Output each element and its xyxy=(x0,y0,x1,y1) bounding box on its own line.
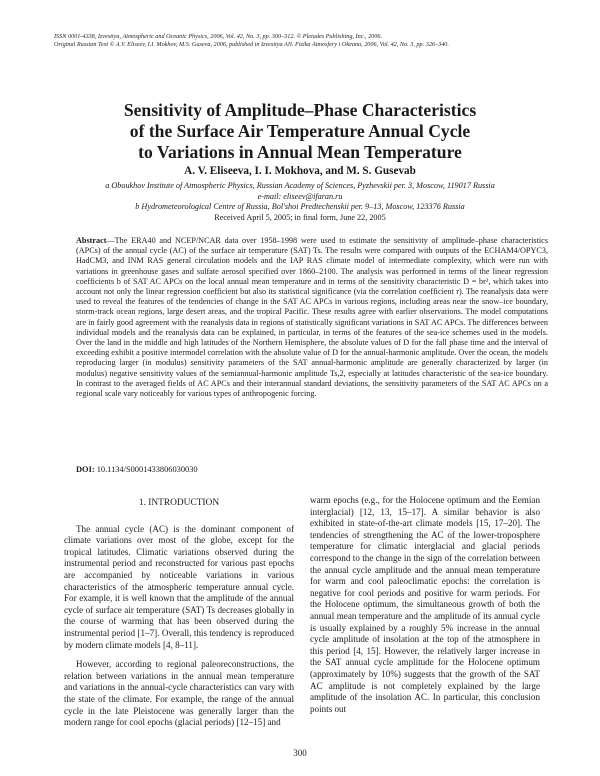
abstract-text: —The ERA40 and NCEP/NCAR data over 1958–1998 were used to estimate the sensitivity of amplitude–phase characteristics (APCs) of the annual cycle (AC) of the surface air temperature (SAT) Ts. The results were compared with outputs of the ECHAM4/OPYC3, HadCM3, and INM RAS general circulation models and the IAP RAS climate model of intermediate complexity, which were run with variations in greenhouse gases and sulfate aerosol specified over 1860–2100. The analysis was performed in terms of the linear regression coefficients b of SAT AC APCs on the local annual mean temperature and in terms of the sensitivity characteristic D = br², which takes into account not only the linear regression coefficient but also its statistical significance (via the correlation coefficient r). The reanalysis data were used to reveal the features of the tendencies of change in the SAT AC APCs in various regions, including areas near the snow–ice boundary, storm-track ocean regions, large desert areas, and the tropical Pacific. These results agree with earlier observations. The model computations are in fairly good agreement with the reanalysis data in regions of statistically significant variations in SAT AC APCs. The differences between individual models and the reanalysis data can be explained, in particular, in terms of the features of the sea-ice schemes used in the models. Over the land in the middle and high latitudes of the Northern Hemisphere, the absolute values of D for the fall phase time and the interval of exceeding exhibit a positive intermodel correlation with the absolute value of D for the annual-harmonic amplitude. Over the ocean, the models reproducing larger (in modulus) sensitivity parameters of the SAT annual-harmonic amplitude are generally characterized by larger (in modulus) negative sensitivity values of the semiannual-harmonic amplitude Ts,2, especially at latitudes characteristic of the sea-ice boundary. In contrast to the averaged fields of AC APCs and their interannual standard deviations, the sensitivity parameters of the SAT AC APCs on a regional scale vary noticeably for various types of anthropogenic forcing. xyxy=(76,236,548,399)
doi-line xyxy=(76,465,548,476)
title-line-1: Sensitivity of Amplitude–Phase Characteristics xyxy=(123,100,477,120)
author-email: e-mail: eliseev@ifaran.ru xyxy=(257,191,343,201)
affiliations xyxy=(40,181,560,223)
page-number: 300 xyxy=(293,748,307,758)
intro-paragraph-1: The annual cycle (AC) is the dominant component of climate variations over most of the globe, except for the tropical latitudes. Climatic variations observed during the instrumental period and reconstructed for various past epochs are accompanied by noticeable variations in various characteristics of the atmospheric temperature annual cycle. For example, it is well known that the amplitude of the annual cycle of surface air temperature (SAT) Ts decreases globally in the course of warming that has been observed during the instrumental period [1–7]. Overall, this tendency is reproduced by modern climate models [4, 8–11]. xyxy=(64,523,294,650)
left-column xyxy=(64,495,294,737)
affiliation-a: a Oboukhov Institute of Atmospheric Physics, Russian Academy of Sciences, Pyzhevskii per. 3, Moscow, 119017 Russia xyxy=(105,181,495,190)
right-column xyxy=(310,495,540,723)
section-heading-introduction: 1. INTRODUCTION xyxy=(138,498,220,508)
journal-header xyxy=(54,33,554,49)
title-line-3: to Variations in Annual Mean Temperature xyxy=(138,142,462,162)
intro-paragraph-2: However, according to regional paleoreconstructions, the relation between variations in the annual mean temperature and variations in the annual-cycle characteristics can vary with the state of the climate. For example, the range of the annual cycle in the late Pleistocene was generally larger than the modern range for cool epochs (glacial periods) [12–15] and xyxy=(64,659,294,728)
affiliation-b: b Hydrometeorological Centre of Russia, Bol'shoi Predtechenskii per. 9–13, Moscow, 123376 Russia xyxy=(135,202,465,212)
doi-value[interactable]: 10.1134/S0001433806030030 xyxy=(96,465,198,474)
received-dates: Received April 5, 2005; in final form, June 22, 2005 xyxy=(214,212,386,222)
intro-paragraph-continued: warm epochs (e.g., for the Holocene optimum and the Eemian interglacial) [12, 13, 15–17]. A similar behavior is also exhibited in state-of-the-art climate models [15, 17–20]. The tendencies of strengthening the AC of the lower-troposphere temperature for climatic interglacial and glacial periods correspond to the change in the sign of the correlation between the annual cycle amplitude and the annual mean temperature for warm and cool paleoclimatic epochs: the correlation is negative for cool periods and positive for warm periods. For the Holocene optimum, the simultaneous growth of both the annual mean temperature and the amplitude of its annual cycle is usually explained by a roughly 5% increase in the annual cycle amplitude of insolation at the top of the atmosphere in this period [4, 15]. However, the relatively larger increase in the SAT annual cycle amplitude for the Holocene optimum (approximately by 10%) suggests that the growth of the SAT AC amplitude is not completely explained by the large amplitude of the insolation AC. In particular, this conclusion points out xyxy=(310,495,540,714)
paper-title xyxy=(0,100,600,163)
abstract xyxy=(76,236,548,399)
abstract-label: Abstract xyxy=(76,236,107,245)
header-line-1: ISSN 0001-4338, Izvestiya, Atmospheric and Oceanic Physics, 2006, Vol. 42, No. 3, pp. 300–312. © Pleiades Publishing, Inc., 2006. xyxy=(54,33,383,40)
doi-label: DOI: xyxy=(76,465,95,474)
header-line-2: Original Russian Text © A.V. Eliseev, I.I. Mokhov, M.S. Guseva, 2006, published in Izvestiya AN. Fizika Atmosfery i Okeana, 2006, Vol. 42, No. 3, pp. 326–340. xyxy=(54,41,449,48)
title-line-2: of the Surface Air Temperature Annual Cycle xyxy=(129,121,471,141)
author-list: A. V. Eliseeva, I. I. Mokhova, and M. S. Gusevab xyxy=(184,165,416,177)
